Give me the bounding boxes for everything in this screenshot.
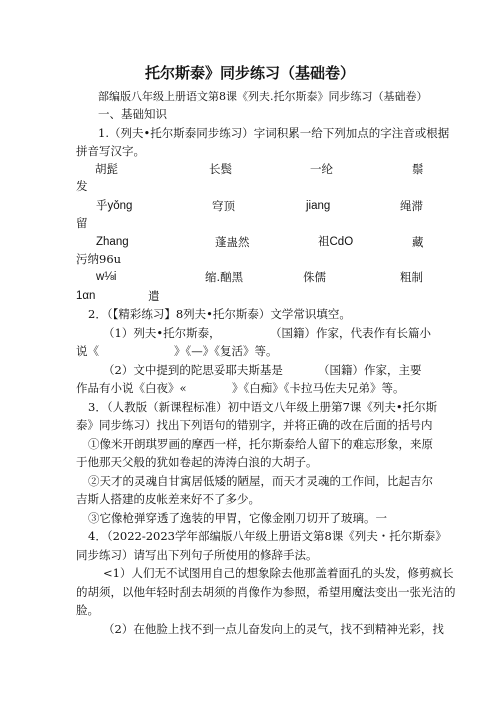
q2-line: 说《	[76, 344, 99, 358]
q3-sentence: ①像米开朗琪罗画的摩西一样，托尔斯泰给人留下的难忘形象，来原	[88, 437, 433, 451]
q1-line1: 1.（列夫•托尔斯泰同步练习）字词积累一给下列加点的字注音或根据	[98, 126, 450, 140]
q3-sentence: ③它像枪弹穿透了逸装的甲胃，它像金刚刀切开了玻璃。一	[88, 511, 387, 525]
q2-line: 作品有小说《白夜》«	[76, 381, 187, 395]
q1-item: 缩.酗黑	[205, 270, 244, 284]
q1-item: 长鬓	[209, 162, 232, 176]
q1-item: 蓬蛊然	[215, 235, 250, 249]
q2-line: （2）文中提到的陀思妥耶夫斯基是	[103, 363, 283, 377]
subtitle: 部编版八年级上册语文第8课《列夫.托尔斯泰》同步练习（基础卷）	[98, 90, 428, 103]
page-title: 托尔斯泰》同步练习（基础卷）	[144, 64, 355, 82]
q2-line: （国籍）作家，主要	[318, 363, 422, 377]
q4-sentence: （2）在他脸上找不到一点儿奋发向上的灵气，找不到精神光彩，找	[103, 622, 444, 636]
q4-line2: 同步练习）请写出下列句子所使用的修辞手法。	[76, 548, 318, 562]
q4-sentence: <1）人们无不试图用自己的想象除去他那盖着面孔的头发，修剪疯长	[103, 566, 454, 580]
q3-sentence: 于他那天父般的犹如卷起的涛涛白浪的大胡子。	[76, 455, 318, 469]
q1-item: 穹顶	[212, 199, 235, 213]
q1-item: Zhang	[96, 236, 129, 248]
q1-item: 侏儒	[303, 270, 326, 284]
q1-item: w⅛i	[96, 271, 117, 283]
q1-item: 一纶	[310, 162, 333, 176]
q1-item: 祖CdO	[318, 236, 354, 248]
q1-item: 胡髭	[95, 162, 118, 176]
q1-item: jiang	[306, 200, 331, 212]
q1-item-wrap: 发	[76, 179, 88, 193]
q1-item-wrap: 遣	[148, 289, 160, 303]
q2-line: （1）列夫•托尔斯泰，	[103, 326, 221, 340]
q2-line: 》《白痴》《卡拉马佐夫兄弟》等。	[232, 381, 405, 395]
q3-sentence: ②天才的灵魂自甘寓居低矮的陋屋，而天才灵魂的工作间，比起吉尔	[88, 474, 433, 488]
q1-item-wrap: 留	[76, 216, 88, 230]
q1-item: 藏	[412, 235, 424, 249]
q1-item: 绳滞	[400, 199, 423, 213]
q3-line2: 泰》同步练习）找出下列语句的错别字，并将正确的改在后面的括号内	[76, 418, 433, 432]
q1-line2: 拼音写汉字。	[76, 144, 145, 158]
q1-item: 乎yǒng	[96, 200, 133, 212]
q1-item: 鬃	[412, 162, 424, 176]
q4-sentence: 脸。	[76, 603, 99, 617]
q4-line1: 4．（2022-2023学年部编版八年级上册语文第8课《列夫・托尔斯泰》	[88, 529, 447, 543]
section-heading: 一、基础知识	[98, 107, 167, 121]
q1-item-wrap: 1αn	[76, 290, 96, 302]
q2-line: （国籍）作家，代表作有长篇小	[270, 326, 431, 340]
q4-sentence: 的胡须，以他年轻时刮去胡须的肖像作为参照，希望用魔法变出一张光洁的	[76, 585, 456, 599]
q3-line1: 3．（人教版（新课程标准）初中语文八年级上册第7课《列夫•托尔斯	[88, 400, 438, 414]
q1-item: 粗制	[400, 270, 423, 284]
q2-line: 》《—》《复活》等。	[174, 344, 278, 358]
q2-line1: 2．（【精彩练习】8列夫•托尔斯泰）文学常识填空。	[88, 307, 351, 321]
q1-item-wrap: 污纳96u	[76, 252, 122, 266]
q3-sentence: 吉斯人搭建的皮帐差来好不了多少。	[76, 492, 260, 506]
